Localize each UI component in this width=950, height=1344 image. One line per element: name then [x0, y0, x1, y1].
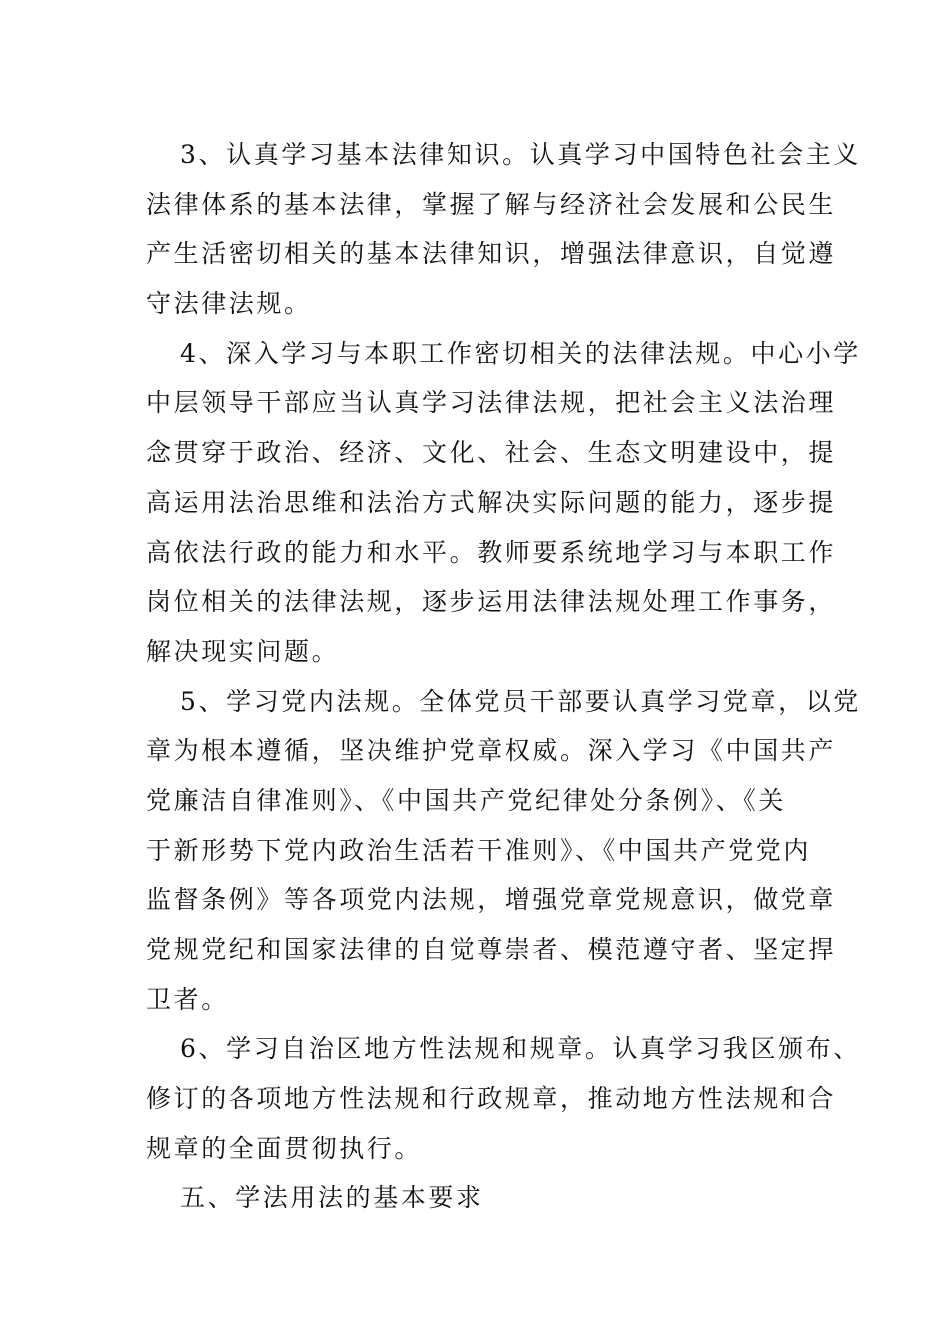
paragraph-3-basic-law [146, 130, 861, 329]
text-line: 监督条例》等各项党内法规，增强党章党规意识，做党章 [146, 885, 837, 915]
text-line: 卫者。 [146, 984, 229, 1014]
text-line: 高依法行政的能力和水平。教师要系统地学习与本职工作 [146, 537, 837, 567]
section-heading-5 [146, 1173, 806, 1223]
text-line: 章为根本遵循，坚决维护党章权威。深入学习《中国共产 [146, 736, 837, 766]
text-line: 念贯穿于政治、经济、文化、社会、生态文明建设中，提 [146, 438, 837, 468]
text-line: 6、学习自治区地方性法规和规章。认真学习我区颁布、 [180, 1034, 861, 1064]
text-line: 解决现实问题。 [146, 636, 340, 666]
text-line: 于新形势下党内政治生活若干准则》、《中国共产党党内 [146, 835, 812, 865]
paragraph-5-party-regulations [146, 677, 861, 1025]
text-line: 规章的全面贯彻执行。 [146, 1133, 423, 1163]
paragraph-4-job-related-law [146, 329, 861, 677]
text-line: 高运用法治思维和法治方式解决实际问题的能力，逐步提 [146, 487, 837, 517]
text-line: 守法律法规。 [146, 289, 312, 319]
text-line: 党规党纪和国家法律的自觉尊崇者、模范遵守者、坚定捍 [146, 935, 837, 964]
text-line: 5、学习党内法规。全体党员干部要认真学习党章，以党 [180, 686, 861, 716]
text-line: 岗位相关的法律法规，逐步运用法律法规处理工作事务， [146, 587, 837, 617]
section-heading: 五、学法用法的基本要求 [180, 1183, 484, 1213]
text-line: 产生活密切相关的基本法律知识，增强法律意识，自觉遵 [146, 239, 837, 269]
text-line: 4、深入学习与本职工作密切相关的法律法规。中心小学 [180, 338, 861, 368]
document-body [146, 130, 861, 1223]
text-line: 党廉洁自律准则》、《中国共产党纪律处分条例》、《关 [146, 785, 787, 815]
text-line: 修订的各项地方性法规和行政规章，推动地方性法规和合 [146, 1084, 837, 1114]
text-line: 3、认真学习基本法律知识。认真学习中国特色社会主义 [180, 140, 861, 169]
text-line: 法律体系的基本法律，掌握了解与经济社会发展和公民生 [146, 189, 837, 219]
text-line: 中层领导干部应当认真学习法律法规，把社会主义法治理 [146, 388, 837, 418]
paragraph-6-regional-regulations [146, 1024, 861, 1173]
